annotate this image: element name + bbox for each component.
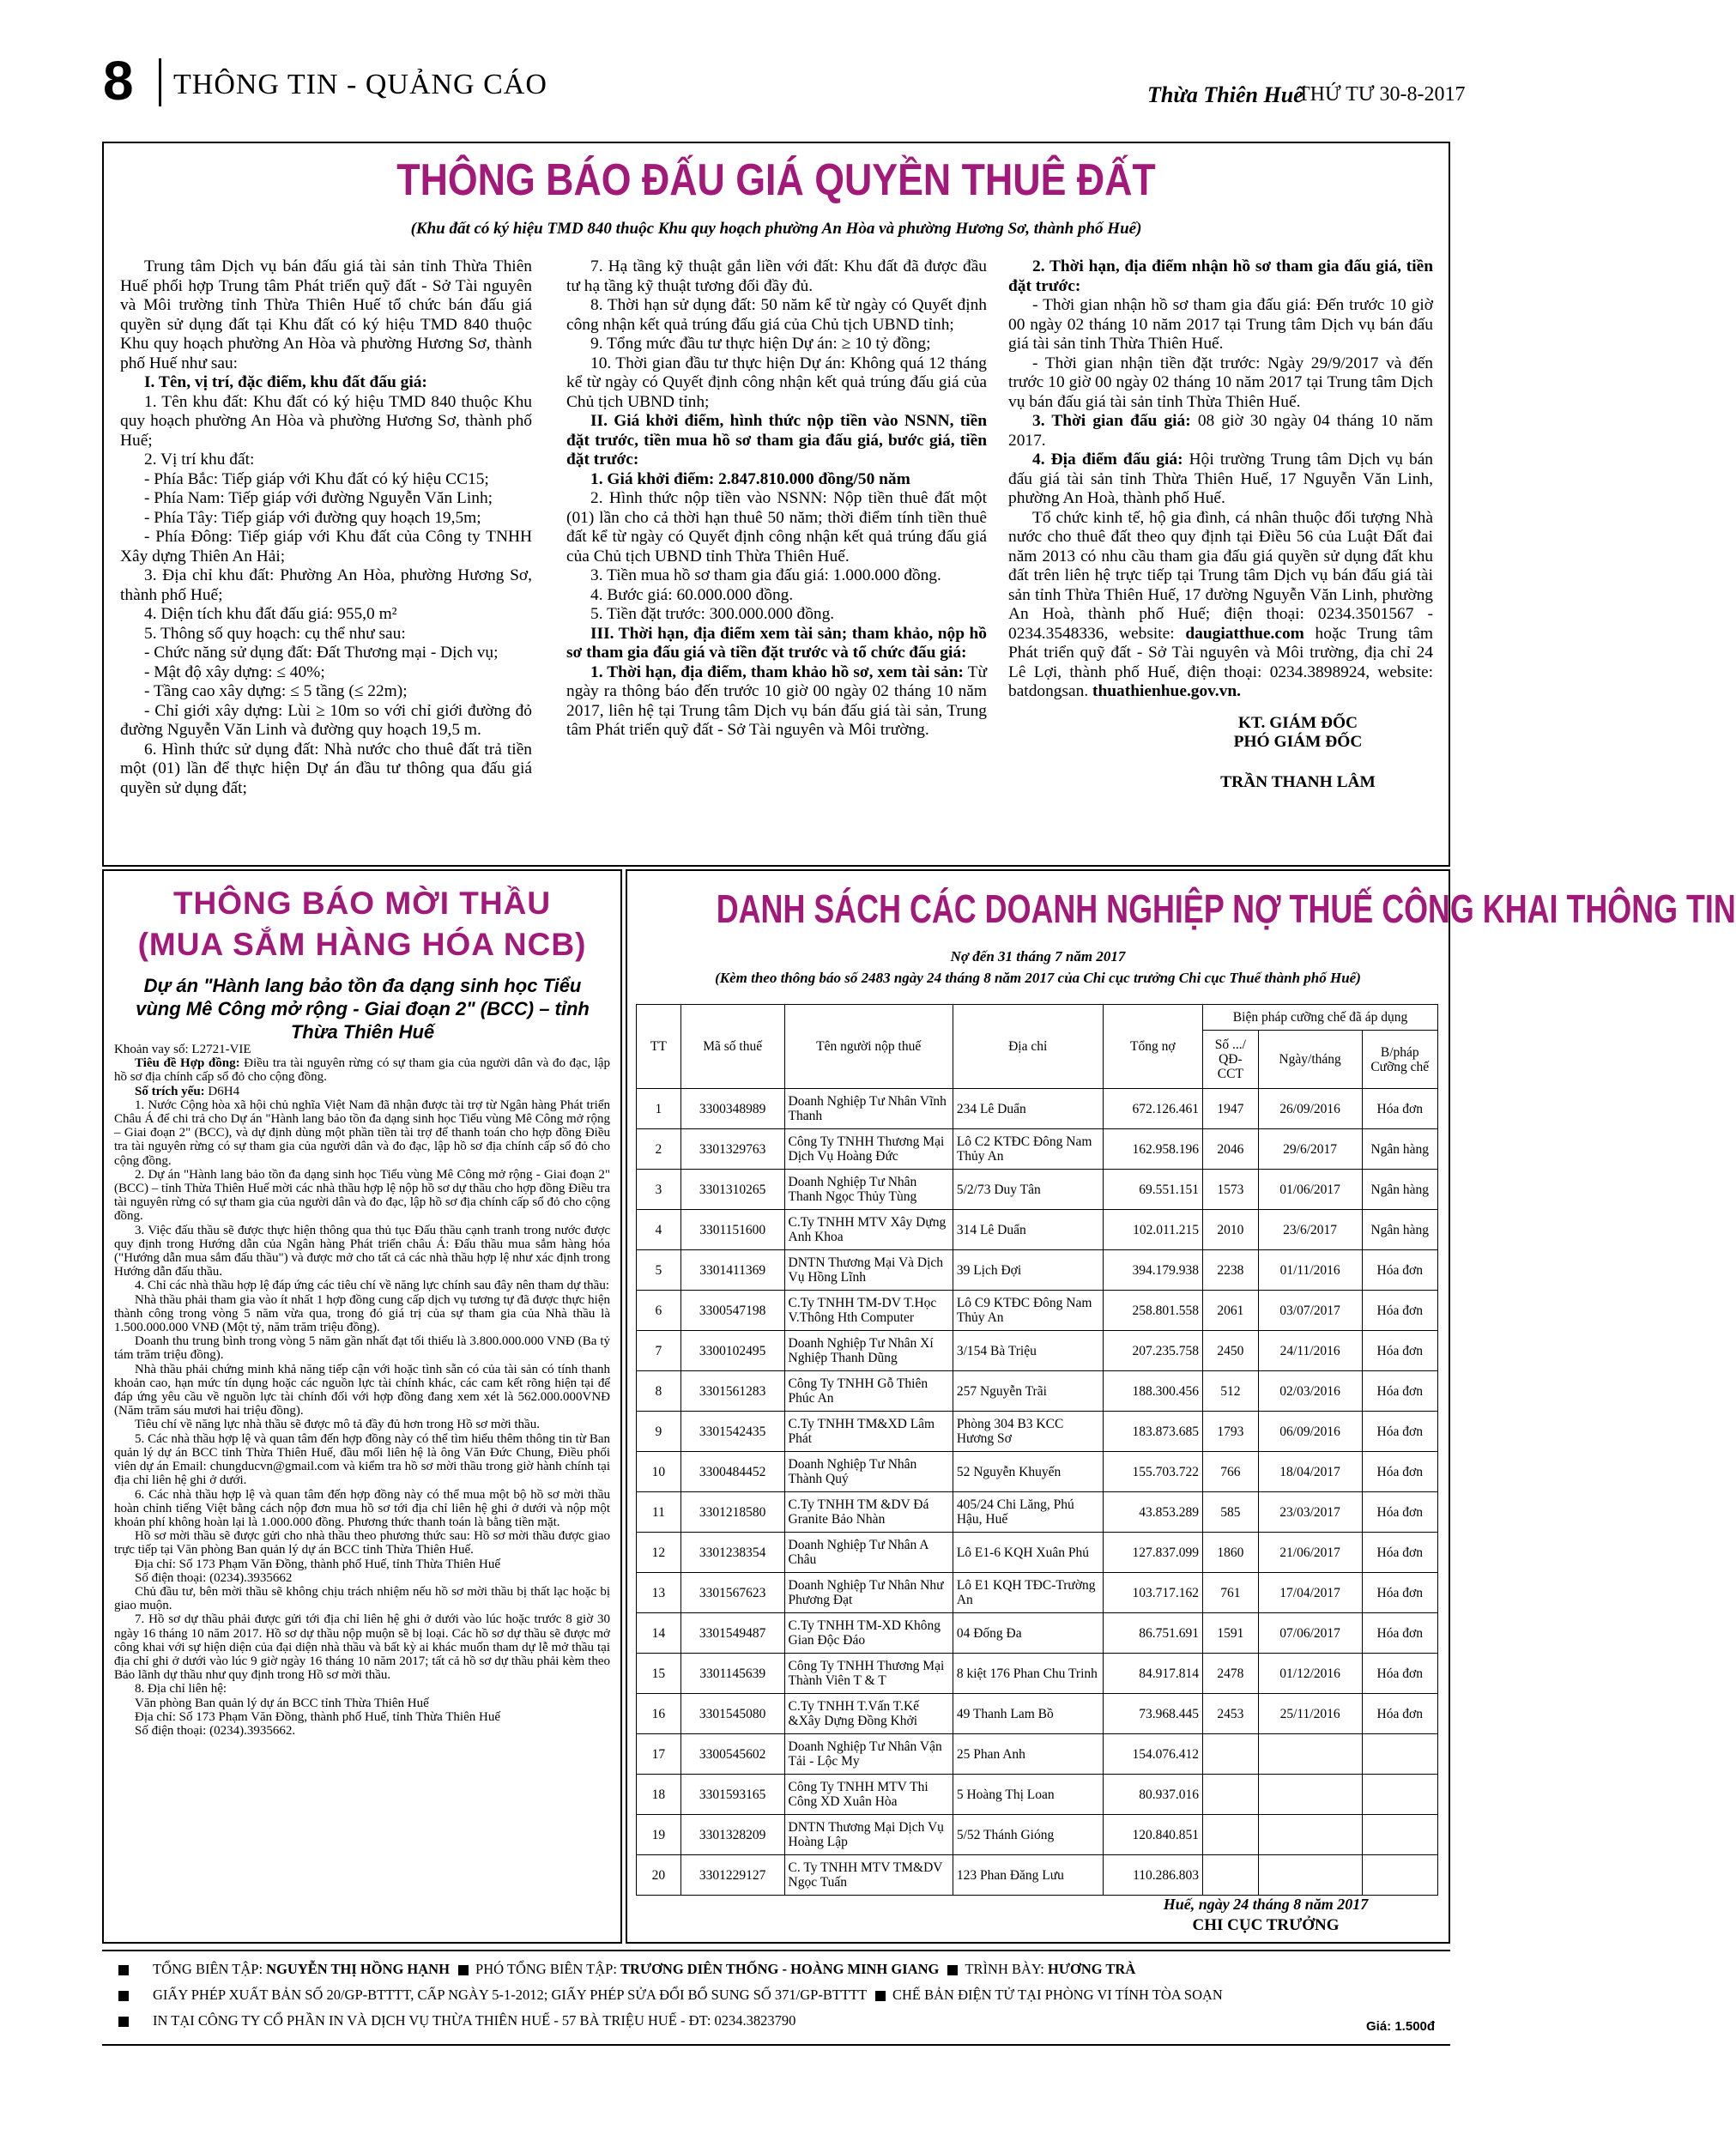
tax-code: 3300348989 [680,1089,784,1129]
decision-date: 24/11/2016 [1258,1331,1362,1371]
decision-date: 23/03/2017 [1258,1492,1362,1533]
layout-designer: HƯƠNG TRÀ [1048,1961,1136,1977]
table-row [637,1089,1438,1129]
tax-code: 3301593165 [680,1775,784,1815]
table-row [637,1734,1438,1775]
tax-code: 3301151600 [680,1210,784,1250]
row-number: 16 [637,1694,681,1734]
enforcement-measure: Ngân hàng [1362,1210,1438,1250]
paragraph: 9. Tổng mức đầu tư thực hiện Dự án: ≥ 10 tỷ đồng; [590,335,931,353]
total-debt: 110.286.803 [1103,1855,1202,1896]
row-number: 1 [637,1089,681,1129]
label: Tiêu đề Hợp đồng: [135,1056,240,1071]
table-row [637,1855,1438,1896]
section-heading: I. Tên, vị trí, đặc điểm, khu đất đấu giá: [144,373,427,391]
row-number: 17 [637,1734,681,1775]
tax-code: 3301411369 [680,1250,784,1291]
sub-heading: 1. Thời hạn, địa điểm, tham khảo hồ sơ, xem tài sản: [590,662,964,681]
taxpayer-name: Công Ty TNHH Gỗ Thiên Phúc An [784,1371,953,1412]
decision-date: 06/09/2016 [1258,1412,1362,1452]
paragraph: Doanh thu trung bình trong vòng 5 năm gần nhất đạt tối thiểu là 3.800.000.000 VNĐ (Ba tỷ tám trăm triệu đồng). [114,1334,610,1363]
decision-date [1258,1734,1362,1775]
total-debt: 69.551.151 [1103,1170,1202,1210]
paragraph: Nhà thầu phải tham gia vào ít nhất 1 hợp đồng cung cấp dịch vụ tương tự đã được thực hiện thành công trong vòng 5 năm vừa qua, trong đó giá trị của sự tham gia của Nhà thầu là 1.500.000.000 VNĐ (Một tỷ, năm trăm triệu đồng). [114,1292,610,1335]
taxpayer-name: Công Ty TNHH Thương Mại Dịch Vụ Hoàng Đức [784,1129,953,1170]
table-row [637,1291,1438,1331]
footer-label: TRÌNH BÀY: [965,1961,1044,1977]
total-debt: 188.300.456 [1103,1371,1202,1412]
paragraph: Hội trường Trung tâm Dịch vụ bán đấu giá tài sản tỉnh Thừa Thiên Huế, 17 Nguyễn Văn Linh, phường An Hoà, thành phố Huế. [1008,451,1433,507]
paragraph: Số điện thoại: (0234).3935662 [135,1570,293,1585]
row-number: 4 [637,1210,681,1250]
enforcement-measure: Hóa đơn [1362,1492,1438,1533]
table-row [637,1613,1438,1654]
decision-date [1258,1775,1362,1815]
total-debt: 43.853.289 [1103,1492,1202,1533]
enforcement-measure [1362,1855,1438,1896]
tax-code: 3300547198 [680,1291,784,1331]
decision-number: 2450 [1203,1331,1259,1371]
decision-number: 761 [1203,1573,1259,1613]
auction-column-3 [1008,257,1433,792]
table-row [637,1371,1438,1412]
total-debt: 672.126.461 [1103,1089,1202,1129]
paragraph: Từ ngày ra thông báo đến trước 10 giờ 00 ngày 02 tháng 10 năm 2017, liên hệ tại Trung tâm Dịch vụ bán đấu giá tài sản, Trung tâm Phát triển quỹ đất - Sở Tài nguyên và Môi trường. [566,662,987,739]
enforcement-measure: Hóa đơn [1362,1412,1438,1452]
bullet-square-icon [118,1965,129,1975]
address: Lô C2 KTĐC Đông Nam Thủy An [953,1129,1103,1170]
auction-subtitle: (Khu đất có ký hiệu TMD 840 thuộc Khu quy hoạch phường An Hòa và phường Hương Sơ, thành phố Huế) [410,220,1142,238]
address: Lô E1 KQH TĐC-Trường An [953,1573,1103,1613]
total-debt: 102.011.215 [1103,1210,1202,1250]
paragraph: 4. Chỉ các nhà thầu hợp lệ đáp ứng các tiêu chí về năng lực chính sau đây nên tham dự thầu: [135,1279,609,1293]
bullet-square-icon [875,1991,886,2001]
address: 5 Hoàng Thị Loan [953,1775,1103,1815]
header-measure: B/pháp Cưỡng chế [1362,1031,1438,1089]
paragraph: - Chức năng sử dụng đất: Đất Thương mại - Dịch vụ; [144,644,499,662]
enforcement-measure [1362,1734,1438,1775]
decision-date: 26/09/2016 [1258,1089,1362,1129]
bid-title: THÔNG BÁO MỜI THẦU [172,886,552,921]
address: 5/52 Thánh Gióng [953,1815,1103,1855]
paragraph: Tiêu chí về năng lực nhà thầu sẽ được mô tả đầy đủ hơn trong Hồ sơ mời thầu. [135,1418,540,1432]
taxpayer-name: Công Ty TNHH Thương Mại Thành Viên T & T [784,1654,953,1694]
tax-code: 3301310265 [680,1170,784,1210]
decision-number [1203,1734,1259,1775]
decision-number: 2046 [1203,1129,1259,1170]
tax-code: 3301329763 [680,1129,784,1170]
row-number: 6 [637,1291,681,1331]
decision-number: 1947 [1203,1089,1259,1129]
tax-code: 3301218580 [680,1492,784,1533]
footer-line-2 [118,1987,1223,2004]
decision-number: 1793 [1203,1412,1259,1452]
printer-info: IN TẠI CÔNG TY CỔ PHẦN IN VÀ DỊCH VỤ THỪA THIÊN HUẾ - 57 BÀ TRIỆU HUẾ - ĐT: 0234.3823790 [153,2012,796,2029]
address: 39 Lịch Đợi [953,1250,1103,1291]
decision-number: 512 [1203,1371,1259,1412]
paragraph: - Thời gian nhận hồ sơ tham gia đấu giá: Đến trước 10 giờ 00 ngày 02 tháng 10 năm 2017 tại Trung tâm Dịch vụ bán đấu giá tài sản tỉnh Thừa Thiên Huế. [1008,296,1433,353]
row-number: 18 [637,1775,681,1815]
decision-number [1203,1855,1259,1896]
footer-line-3 [118,2012,795,2029]
bullet-square-icon [947,1965,958,1975]
table-row [637,1452,1438,1492]
paragraph: - Thời gian nhận tiền đặt trước: Ngày 29/9/2017 và đến trước 10 giờ 00 ngày 02 tháng 10 năm 2017 tại Trung tâm Dịch vụ bán đấu giá tài sản tỉnh Thừa Thiên Huế. [1008,354,1433,411]
paragraph: 4. Diện tích khu đất đấu giá: 955,0 m² [144,605,397,623]
taxpayer-name: Doanh Nghiệp Tư Nhân Như Phương Đạt [784,1573,953,1613]
total-debt: 162.958.196 [1103,1129,1202,1170]
table-row [637,1654,1438,1694]
total-debt: 80.937.016 [1103,1775,1202,1815]
taxpayer-name: C.Ty TNHH TM-DV T.Học V.Thông Hth Computer [784,1291,953,1331]
address: 25 Phan Anh [953,1734,1103,1775]
paragraph: 5. Tiền đặt trước: 300.000.000 đồng. [590,605,835,623]
address: 5/2/73 Duy Tân [953,1170,1103,1210]
table-row [637,1331,1438,1371]
decision-number [1203,1815,1259,1855]
tax-code: 3301229127 [680,1855,784,1896]
paragraph: - Phía Đông: Tiếp giáp với Khu đất của Công ty TNHH Xây dựng Thiên An Hải; [120,528,532,566]
page-number: 8 [103,50,134,112]
address: 123 Phan Đăng Lưu [953,1855,1103,1896]
taxpayer-name: Doanh Nghiệp Tư Nhân Vận Tải - Lộc My [784,1734,953,1775]
total-debt: 154.076.412 [1103,1734,1202,1775]
address: Phòng 304 B3 KCC Hương Sơ [953,1412,1103,1452]
decision-date [1258,1815,1362,1855]
total-debt: 207.235.758 [1103,1331,1202,1371]
header-date: Ngày/tháng [1258,1031,1362,1089]
paragraph: Số điện thoại: (0234).3935662. [135,1723,296,1738]
taxpayer-name: DNTN Thương Mại Dịch Vụ Hoàng Lập [784,1815,953,1855]
paragraph: 5. Các nhà thầu hợp lệ và quan tâm đến hợp đồng này có thể tìm hiểu thêm thông tin từ Ban quản lý dự án BCC tỉnh Thừa Thiên Huế, đầu mối liên hệ là ông Văn Đức Chung, Điều phối viên dự án Email: chungducvn@gmail.com và kiểm tra hồ sơ mời thầu trong giờ hành chính tại địa chỉ liên hệ ghi ở dưới. [114,1431,610,1488]
tax-list-signature: CHI CỤC TRƯỞNG [1192,1916,1340,1934]
decision-number: 2453 [1203,1694,1259,1734]
paragraph: 2. Hình thức nộp tiền vào NSNN: Nộp tiền thuê đất một (01) lần cho cả thời hạn thuê 50 năm; thời điểm tính tiền thuê đất kể từ ngày có Quyết định công nhận kết quả trúng đấu giá của Chủ tịch UBND tỉnh Thừa Thiên Huế. [566,489,987,566]
taxpayer-name: Doanh Nghiệp Tư Nhân Xí Nghiệp Thanh Dũng [784,1331,953,1371]
license-info: GIẤY PHÉP XUẤT BẢN SỐ 20/GP-BTTTT, CẤP NGÀY 5-1-2012; GIẤY PHÉP SỬA ĐỔI BỔ SUNG SỐ 371/GP-BTTTT [153,1987,867,2003]
footer-label: TỔNG BIÊN TẬP: [153,1961,263,1977]
section-heading: II. Giá khởi điểm, hình thức nộp tiền vào NSNN, tiền đặt trước, tiền mua hồ sơ tham gia đấu giá, bước giá, tiền đặt trước: [566,412,987,469]
paragraph: 4. Bước giá: 60.000.000 đồng. [590,585,794,604]
row-number: 8 [637,1371,681,1412]
enforcement-measure: Hóa đơn [1362,1694,1438,1734]
table-row [637,1170,1438,1210]
decision-number [1203,1775,1259,1815]
address: 234 Lê Duẩn [953,1089,1103,1129]
taxpayer-name: Công Ty TNHH MTV Thi Công XD Xuân Hòa [784,1775,953,1815]
address: Lô E1-6 KQH Xuân Phú [953,1533,1103,1573]
paragraph: hoặc Trung tâm Phát triển quỹ đất - Sở Tài nguyên và Môi trường, địa chỉ 24 Lê Lợi, thành phố Huế, điện thoại: 0234.3898924, website: batdongsan. [1008,624,1433,700]
total-debt: 258.801.558 [1103,1291,1202,1331]
address: 314 Lê Duẩn [953,1210,1103,1250]
tax-code: 3301549487 [680,1613,784,1654]
taxpayer-name: C.Ty TNHH TM &DV Đá Granite Bảo Nhàn [784,1492,953,1533]
address: 8 kiệt 176 Phan Chu Trinh [953,1654,1103,1694]
table-row [637,1492,1438,1533]
taxpayer-name: DNTN Thương Mại Và Dịch Vụ Hồng Lĩnh [784,1250,953,1291]
contract-title: Điều tra tài nguyên rừng có sự tham gia của người dân và đo đạc, lập hồ sơ địa chính cấp sổ đỏ cho cộng đồng. [114,1056,610,1085]
paragraph: 6. Các nhà thầu hợp lệ và quan tâm đến hợp đồng này có thể mua một bộ hồ sơ mời thầu hoàn chỉnh tiếng Việt bằng cách nộp đơn mua hồ sơ tới địa chỉ liên hệ ghi ở dưới và nộp một khoản phí không hoàn lại là 1.000.000 đồng. Phương thức thanh toán là bằng tiền mặt. [114,1487,610,1529]
enforcement-measure: Hóa đơn [1362,1452,1438,1492]
row-number: 11 [637,1492,681,1533]
decision-date: 25/11/2016 [1258,1694,1362,1734]
row-number: 13 [637,1573,681,1613]
row-number: 9 [637,1412,681,1452]
sub-heading: 3. Thời gian đấu giá: [1032,412,1191,430]
paragraph: 08 giờ 30 ngày 04 tháng 10 năm 2017. [1008,412,1433,450]
table-row [637,1815,1438,1855]
decision-number: 2010 [1203,1210,1259,1250]
tax-code: 3300102495 [680,1331,784,1371]
decision-number: 1591 [1203,1613,1259,1654]
tax-code: 3301545080 [680,1694,784,1734]
enforcement-measure: Hóa đơn [1362,1089,1438,1129]
paragraph: 3. Địa chỉ khu đất: Phường An Hòa, phường Hương Sơ, thành phố Huế; [120,566,532,604]
address: 3/154 Bà Triệu [953,1331,1103,1371]
paragraph: 8. Địa chỉ liên hệ: [135,1682,227,1697]
table-row [637,1129,1438,1170]
price: Giá: 1.500đ [1366,2019,1436,2034]
paragraph: 6. Hình thức sử dụng đất: Nhà nước cho thuê đất trả tiền một (01) lần để thực hiện Dự án đầu tư thông qua đấu giá quyền sử dụng đất; [120,740,532,797]
tax-list-title: DANH SÁCH CÁC DOANH NGHIỆP NỢ THUẾ CÔNG KHAI THÔNG TIN [716,886,1736,931]
header-tax-code: Mã số thuế [680,1005,784,1089]
paragraph: Trung tâm Dịch vụ bán đấu giá tài sản tỉnh Thừa Thiên Huế phối hợp Trung tâm Phát triển quỹ đất - Sở Tài nguyên và Môi trường tỉnh Thừa Thiên Huế tổ chức bán đấu giá quyền sử dụng đất tại Khu đất có ký hiệu TMD 840 thuộc Khu quy hoạch phường An Hòa và phường Hương Sơ, thành phố Huế như sau: [120,257,532,372]
tax-debt-table [636,1004,1438,1896]
auction-column-1 [120,257,532,798]
tax-code: 3301238354 [680,1533,784,1573]
table-row [637,1573,1438,1613]
decision-date: 01/12/2016 [1258,1654,1362,1694]
paragraph: 10. Thời gian đầu tư thực hiện Dự án: Không quá 12 tháng kể từ ngày có Quyết định công nhận kết quả trúng đấu giá của Chủ tịch UBND tỉnh; [566,354,987,411]
paragraph: 8. Thời hạn sử dụng đất: 50 năm kể từ ngày có Quyết định công nhận kết quả trúng đấu giá của Chủ tịch UBND tỉnh; [566,296,987,334]
decision-date: 17/04/2017 [1258,1573,1362,1613]
row-number: 19 [637,1815,681,1855]
tax-list-place-date: Huế, ngày 24 tháng 8 năm 2017 [1163,1896,1369,1913]
tax-code: 3300484452 [680,1452,784,1492]
footer-label: PHÓ TỔNG BIÊN TẬP: [475,1961,617,1977]
tax-code: 3301542435 [680,1412,784,1452]
taxpayer-name: C.Ty TNHH MTV Xây Dựng Anh Khoa [784,1210,953,1250]
tax-code: 3301561283 [680,1371,784,1412]
table-row [637,1210,1438,1250]
decision-number: 1573 [1203,1170,1259,1210]
address: 04 Đống Đa [953,1613,1103,1654]
enforcement-measure: Hóa đơn [1362,1654,1438,1694]
paragraph: - Tầng cao xây dựng: ≤ 5 tầng (≤ 22m); [144,682,408,700]
header-enforcement: Biện pháp cưỡng chế đã áp dụng [1203,1005,1438,1031]
paragraph: Hồ sơ mời thầu sẽ được gửi cho nhà thầu theo phương thức sau: Hồ sơ mời thầu được giao trực tiếp tại Văn phòng Ban quản lý dự án BCC tỉnh Thừa Thiên Huế. [114,1529,610,1557]
website-link[interactable]: thuathienhue.gov.vn. [1092,682,1241,700]
decision-date: 02/03/2016 [1258,1371,1362,1412]
taxpayer-name: C. Ty TNHH MTV TM&DV Ngọc Tuấn [784,1855,953,1896]
row-number: 2 [637,1129,681,1170]
signature-name: TRẦN THANH LÂM [1220,772,1376,791]
header-decision-no: Số .../ QĐ-CCT [1203,1031,1259,1089]
signature-title: PHÓ GIÁM ĐỐC [1233,733,1363,751]
paragraph: Địa chỉ: Số 173 Phạm Văn Đồng, thành phố Huế, tỉnh Thừa Thiên Huế [135,1709,500,1724]
total-debt: 84.917.814 [1103,1654,1202,1694]
address: 49 Thanh Lam Bồ [953,1694,1103,1734]
bullet-square-icon [458,1965,469,1975]
row-number: 12 [637,1533,681,1573]
paragraph: - Phía Tây: Tiếp giáp với đường quy hoạch 19,5m; [144,508,481,527]
footer-line-1 [118,1961,1135,1978]
decision-number: 2238 [1203,1250,1259,1291]
paragraph: Chủ đầu tư, bên mời thầu sẽ không chịu trách nhiệm nếu hồ sơ mời thầu bị thất lạc hoặc bị giao muộn. [114,1584,610,1613]
total-debt: 127.837.099 [1103,1533,1202,1573]
enforcement-measure: Hóa đơn [1362,1371,1438,1412]
enforcement-measure: Hóa đơn [1362,1533,1438,1573]
total-debt: 103.717.162 [1103,1573,1202,1613]
row-number: 14 [637,1613,681,1654]
total-debt: 155.703.722 [1103,1452,1202,1492]
paragraph: Địa chỉ: Số 173 Phạm Văn Đồng, thành phố Huế, tỉnh Thừa Thiên Huế [135,1557,500,1571]
paragraph: 3. Việc đấu thầu sẽ được thực hiện thông qua thủ tục Đấu thầu cạnh tranh trong nước được quy định trong Hướng dẫn của Ngân hàng Phát triển châu Á: Đấu thầu mua sắm hàng hóa ("Hướng dẫn mua sắm đấu thầu") và được mở cho tất cả các nhà thầu hợp lệ như xác định trong Hướng dẫn đấu thầu. [114,1223,610,1279]
decision-date: 01/06/2017 [1258,1170,1362,1210]
total-debt: 183.873.685 [1103,1412,1202,1452]
enforcement-measure: Ngân hàng [1362,1170,1438,1210]
paragraph: Tổ chức kinh tế, hộ gia đình, cá nhân thuộc đối tượng Nhà nước cho thuê đất theo quy định tại Điều 56 của Luật Đất đai năm 2013 có nhu cầu tham gia đấu giá quyền sử dụng đất khu đất trên liên hệ trực tiếp tại Trung tâm Dịch vụ bán đấu giá tài sản tỉnh Thừa Thiên Huế, 17 đường Nguyễn Văn Linh, phường An Hoà, thành phố Huế; điện thoại: 0234.3501567 - 0234.3548336, website: [1008,508,1433,643]
total-debt: 86.751.691 [1103,1613,1202,1654]
paragraph: - Phía Bắc: Tiếp giáp với Khu đất có ký hiệu CC15; [144,469,489,488]
sub-heading: 2. Thời hạn, địa điểm nhận hồ sơ tham gia đấu giá, tiền đặt trước: [1008,257,1433,295]
paragraph: 2. Dự án "Hành lang bảo tồn đa dạng sinh học Tiểu vùng Mê Công mở rộng - Giai đoạn 2" (BCC) – tỉnh Thừa Thiên Huế mời các nhà thầu hợp lệ nộp hồ sơ dự thầu cho hợp đồng Điều tra tài nguyên rừng có sự tham gia của người dân và đo đạc, lập hồ sơ địa chính cấp sổ đỏ cho cộng đồng. [114,1167,610,1224]
bullet-square-icon [118,1991,129,2001]
row-number: 15 [637,1654,681,1694]
paragraph: 1. Nước Cộng hòa xã hội chủ nghĩa Việt Nam đã nhận được tài trợ từ Ngân hàng Phát triển Châu Á để chi trả cho Dự án "Hành lang bảo tồn đa dạng sinh học Tiểu vùng Mê Công mở rộng – Giai đoạn 2" (BCC), và dự định dùng một phần tiền tài trợ để thanh toán cho hợp đồng Điều tra tài nguyên rừng có sự tham gia của người dân và đo đạc, lập hồ sơ địa chính cấp sổ đỏ cho cộng đồng. [114,1098,610,1168]
enforcement-measure: Hóa đơn [1362,1613,1438,1654]
decision-date: 07/06/2017 [1258,1613,1362,1654]
row-number: 3 [637,1170,681,1210]
decision-date: 29/6/2017 [1258,1129,1362,1170]
header-tt: TT [637,1005,681,1089]
address: 257 Nguyễn Trãi [953,1371,1103,1412]
decision-date: 01/11/2016 [1258,1250,1362,1291]
decision-number: 2061 [1203,1291,1259,1331]
tax-code: 3301567623 [680,1573,784,1613]
loan-number: Khoản vay số: L2721-VIE [114,1043,251,1056]
section-heading: III. Thời hạn, địa điểm xem tài sản; tham khảo, nộp hồ sơ tham gia đấu giá và tiền đặt trước và tổ chức đấu giá: [566,624,987,662]
header-taxpayer: Tên người nộp thuế [784,1005,953,1089]
address: Lô C9 KTĐC Đông Nam Thủy An [953,1291,1103,1331]
tax-code: 3301328209 [680,1815,784,1855]
starting-price: 1. Giá khởi điểm: 2.847.810.000 đồng/50 năm [590,469,910,488]
paragraph: 2. Vị trí khu đất: [144,451,255,469]
bid-title-2: (MUA SẮM HÀNG HÓA NCB) [137,927,587,962]
table-row [637,1775,1438,1815]
table-row [637,1250,1438,1291]
address: 52 Nguyễn Khuyến [953,1452,1103,1492]
taxpayer-name: Doanh Nghiệp Tư Nhân A Châu [784,1533,953,1573]
enforcement-measure: Hóa đơn [1362,1291,1438,1331]
decision-number: 585 [1203,1492,1259,1533]
label: Số trích yếu: [135,1084,205,1098]
paper-name: Thừa Thiên Huế [1147,82,1304,107]
bid-body [114,1043,610,1738]
section-title: THÔNG TIN - QUẢNG CÁO [173,69,547,100]
paragraph: 7. Hồ sơ dự thầu phải được gửi tới địa chỉ liên hệ ghi ở dưới vào lúc hoặc trước 8 giờ 30 ngày 16 tháng 10 năm 2017. Hồ sơ dự thầu nộp muộn sẽ bị loại. Các hồ sơ dự thầu sẽ được mở công khai với sự hiện diện của đại diện nhà thầu và bất kỳ ai khác muốn tham dự lễ mở thầu tại địa chỉ ghi ở dưới vào lúc 9 giờ ngày 16 tháng 10 năm 2017; tất cả hồ sơ dự thầu phải kèm theo Bảo lãnh dự thầu như quy định trong Hồ sơ mời thầu. [114,1612,610,1683]
table-row [637,1694,1438,1734]
enforcement-measure: Hóa đơn [1362,1331,1438,1371]
row-number: 10 [637,1452,681,1492]
paragraph: - Chỉ giới xây dựng: Lùi ≥ 10m so với chỉ giới đường đỏ đường Nguyễn Văn Linh và đường quy hoạch 19,5 m. [120,701,532,739]
total-debt: 394.179.938 [1103,1250,1202,1291]
taxpayer-name: C.Ty TNHH T.Vấn T.Kế &Xây Dựng Đồng Khởi [784,1694,953,1734]
decision-number: 2478 [1203,1654,1259,1694]
decision-date: 23/6/2017 [1258,1210,1362,1250]
enforcement-measure: Ngân hàng [1362,1129,1438,1170]
enforcement-measure: Hóa đơn [1362,1250,1438,1291]
decision-date: 18/04/2017 [1258,1452,1362,1492]
header-total-debt: Tổng nợ [1103,1005,1202,1089]
paragraph: 5. Thông số quy hoạch: cụ thể như sau: [144,624,406,643]
header-address: Địa chỉ [953,1005,1103,1089]
tax-code: 3300545602 [680,1734,784,1775]
table-row [637,1533,1438,1573]
enforcement-measure [1362,1815,1438,1855]
taxpayer-name: C.Ty TNHH TM-XD Không Gian Độc Đáo [784,1613,953,1654]
address: 405/24 Chi Lăng, Phú Hậu, Huế [953,1492,1103,1533]
table-row [637,1412,1438,1452]
paragraph: - Phía Nam: Tiếp giáp với đường Nguyễn Văn Linh; [144,489,493,507]
decision-date: 21/06/2017 [1258,1533,1362,1573]
editor-in-chief: NGUYỄN THỊ HỒNG HẠNH [266,1961,450,1977]
header-divider [159,58,161,106]
paragraph: Văn phòng Ban quản lý dự án BCC tỉnh Thừa Thiên Huế [135,1696,429,1710]
reference-code: D6H4 [208,1084,240,1098]
bullet-square-icon [118,2017,129,2027]
website-link[interactable]: daugiatthue.com [1185,624,1304,643]
taxpayer-name: Doanh Nghiệp Tư Nhân Thành Quý [784,1452,953,1492]
row-number: 20 [637,1855,681,1896]
sub-heading: 4. Địa điểm đấu giá: [1032,451,1183,469]
enforcement-measure: Hóa đơn [1362,1573,1438,1613]
paragraph: 3. Tiền mua hồ sơ tham gia đấu giá: 1.000.000 đồng. [590,566,941,584]
tax-list-subtitle: Nợ đến 31 tháng 7 năm 2017 [950,948,1126,965]
enforcement-measure [1362,1775,1438,1815]
decision-date [1258,1855,1362,1896]
deputy-editors: TRƯƠNG DIÊN THỐNG - HOÀNG MINH GIANG [620,1961,940,1977]
signature-title: KT. GIÁM ĐỐC [1237,713,1358,732]
taxpayer-name: C.Ty TNHH TM&XD Lâm Phát [784,1412,953,1452]
issue-date: THỨ TƯ 30-8-2017 [1297,83,1466,106]
decision-number: 1860 [1203,1533,1259,1573]
total-debt: 120.840.851 [1103,1815,1202,1855]
row-number: 5 [637,1250,681,1291]
paragraph: - Mật độ xây dựng: ≤ 40%; [144,662,325,681]
taxpayer-name: Doanh Nghiệp Tư Nhân Thanh Ngọc Thủy Tùng [784,1170,953,1210]
decision-number: 766 [1203,1452,1259,1492]
taxpayer-name: Doanh Nghiệp Tư Nhân Vĩnh Thanh [784,1089,953,1129]
total-debt: 73.968.445 [1103,1694,1202,1734]
auction-column-2 [566,257,987,741]
typesetting-info: CHẾ BẢN ĐIỆN TỬ TẠI PHÒNG VI TÍNH TÒA SOẠN [892,1987,1223,2003]
auction-title: THÔNG BÁO ĐẤU GIÁ QUYỀN THUÊ ĐẤT [396,155,1156,205]
paragraph: Nhà thầu phải chứng minh khả năng tiếp cận với hoặc tình sẵn có của tài sản có tính thanh khoản cao, hạn mức tín dụng hoặc các nguồn lực tài chính khác, các cam kết rõng hiện tại để đáp ứng yêu cầu về nguồn lực tài chính đối với hợp đồng đang xem xét là 562.000.000VNĐ (Năm trăm sáu mươi hai triệu đồng). [114,1362,610,1418]
bid-project: Dự án "Hành lang bảo tồn đa dạng sinh học Tiểu vùng Mê Công mở rộng - Giai đoạn 2" (BCC) – tỉnh Thừa Thiên Huế [136,975,590,1043]
row-number: 7 [637,1331,681,1371]
decision-date: 03/07/2017 [1258,1291,1362,1331]
tax-list-reference: (Kèm theo thông báo số 2483 ngày 24 tháng 8 năm 2017 của Chi cục trưởng Chi cục Thuế thành phố Huế) [715,970,1361,986]
paragraph: 7. Hạ tầng kỹ thuật gắn liền với đất: Khu đất đã được đầu tư hạ tầng kỹ thuật tương đối đầy đủ. [566,257,987,295]
paragraph: 1. Tên khu đất: Khu đất có ký hiệu TMD 840 thuộc Khu quy hoạch phường An Hòa và phường Hương Sơ, thành phố Huế; [120,392,532,450]
tax-code: 3301145639 [680,1654,784,1694]
